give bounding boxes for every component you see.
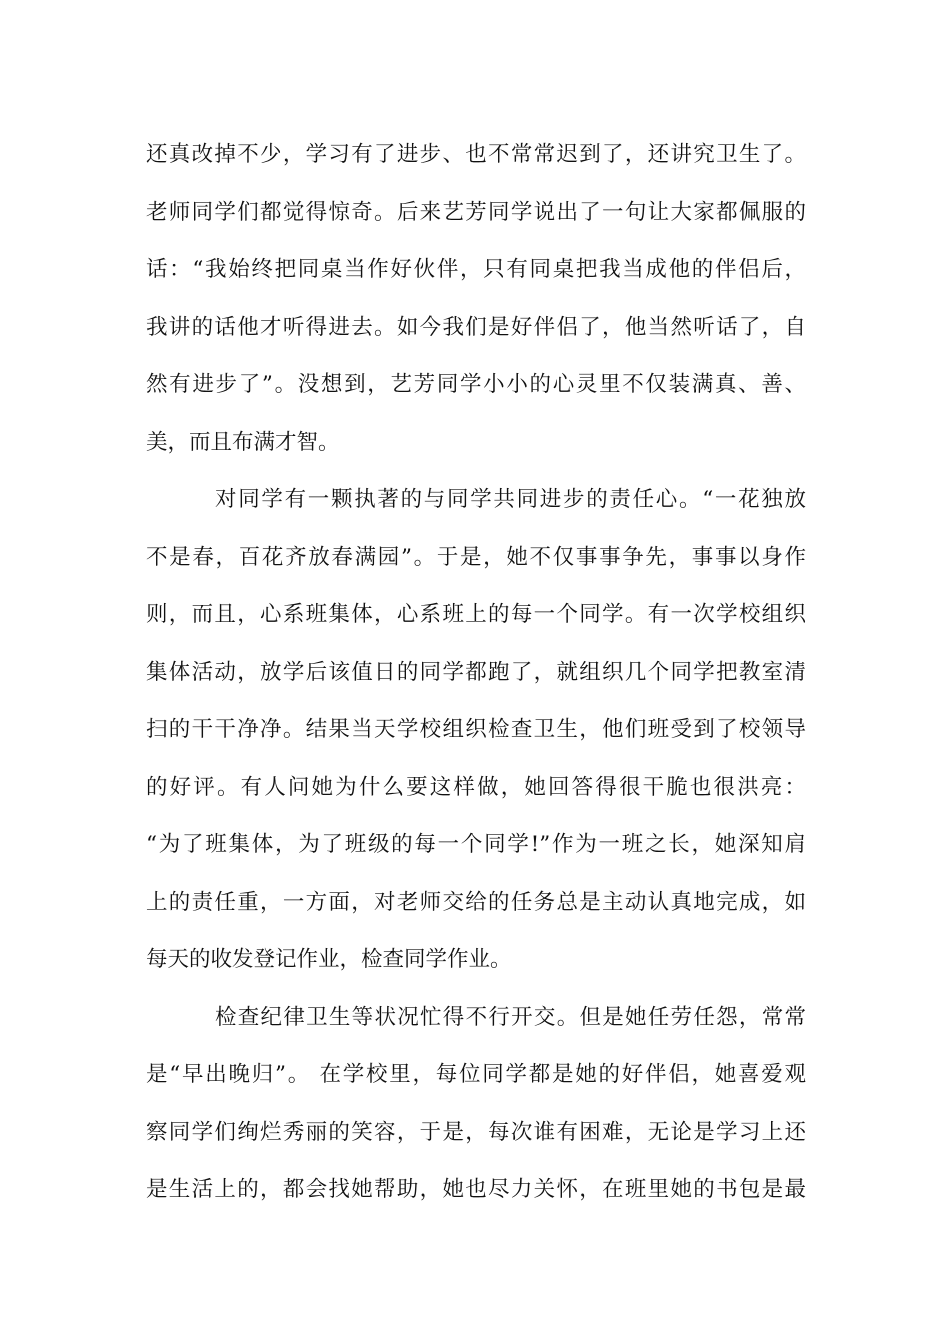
text-line: 对同学有一颗执著的与同学共同进步的责任心。“一花独放 — [215, 487, 806, 512]
paragraph-3 — [146, 989, 806, 1219]
text-line: 是“早出晚归”。 在学校里，每位同学都是她的好伴侣，她喜爱观 — [146, 1062, 806, 1087]
paragraph-2 — [146, 471, 806, 989]
text-line: 还真改掉不少，学习有了进步、也不常常迟到了，还讲究卫生了。 — [146, 142, 806, 167]
text-line: 察同学们绚烂秀丽的笑容，于是，每次谁有困难，无论是学习上还 — [146, 1119, 806, 1145]
text-line: 扫的干干净净。结果当天学校组织检查卫生，他们班受到了校领导 — [146, 717, 806, 742]
text-line: 上的责任重，一方面，对老师交给的任务总是主动认真地完成，如 — [146, 889, 806, 915]
text-line: 集体活动，放学后该值日的同学都跑了，就组织几个同学把教室清 — [146, 659, 806, 685]
text-line: 检查纪律卫生等状况忙得不行开交。但是她任劳任怨，常常 — [215, 1004, 806, 1030]
text-line: 不是春，百花齐放春满园”。于是，她不仅事事争先，事事以身作 — [146, 544, 806, 570]
text-line: 是生活上的，都会找她帮助，她也尽力关怀，在班里她的书包是最 — [146, 1177, 806, 1202]
text-line: 我讲的话他才听得进去。如今我们是好伴侣了，他当然听话了，自 — [146, 314, 806, 340]
text-line: 然有进步了”。没想到，艺芳同学小小的心灵里不仅装满真、善、 — [146, 372, 806, 397]
text-line: 的好评。有人问她为什么要这样做，她回答得很干脆也很洪亮： — [146, 774, 806, 800]
text-line: 老师同学们都觉得惊奇。后来艺芳同学说出了一句让大家都佩服的 — [146, 199, 806, 225]
text-line: 则，而且，心系班集体，心系班上的每一个同学。有一次学校组织 — [146, 602, 806, 627]
text-line: 美，而且布满才智。 — [146, 429, 340, 455]
text-line: “为了班集体，为了班级的每一个同学!”作为一班之长，她深知肩 — [146, 832, 806, 857]
document-body — [146, 126, 806, 1219]
text-line: 每天的收发登记作业，检查同学作业。 — [146, 947, 512, 972]
text-line: 话：“我始终把同桌当作好伙伴，只有同桌把我当成他的伴侣后， — [146, 257, 806, 282]
paragraph-1 — [146, 126, 806, 471]
